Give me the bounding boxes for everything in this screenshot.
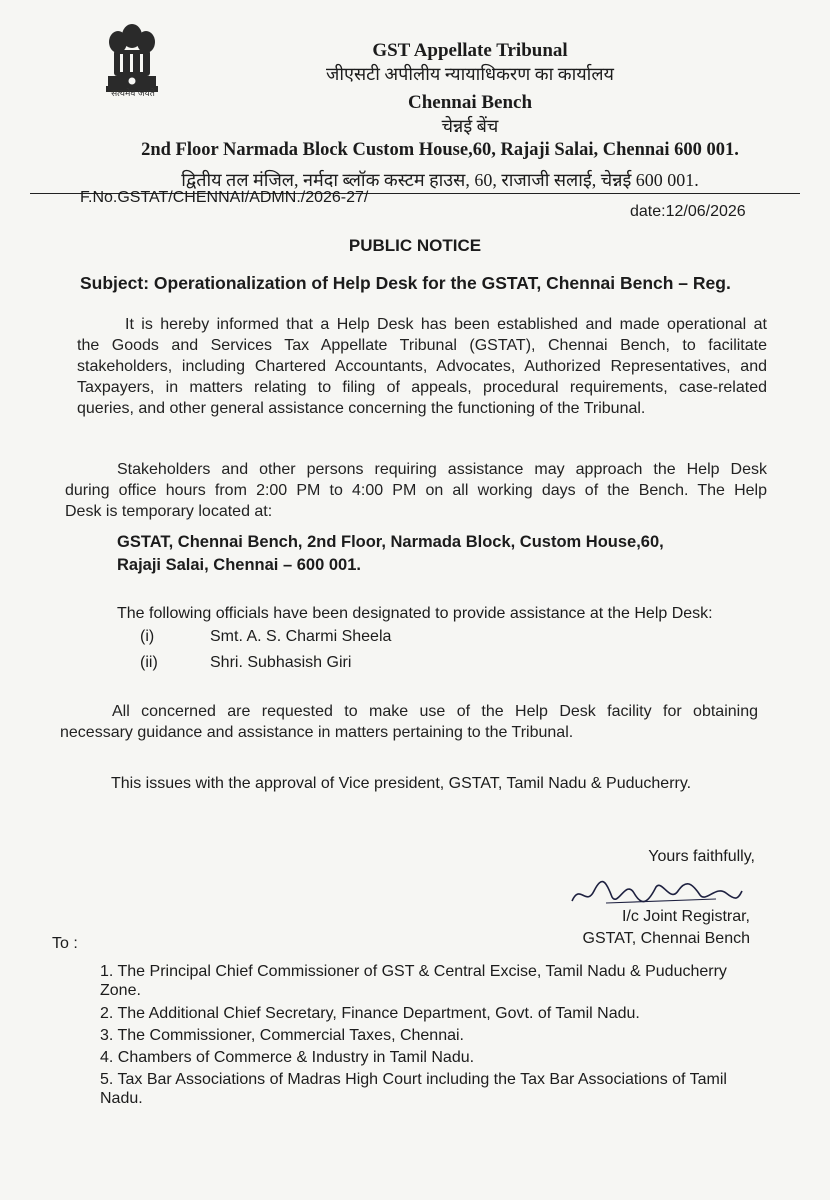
signatory-designation: I/c Joint Registrar,: [621, 908, 750, 925]
paragraph-line: during office hours from 2:00 PM to 4:00 PM on all working days of the Bench. The Help: [65, 482, 767, 499]
paragraph-2: [65, 459, 767, 522]
paragraph-line: Desk is temporary located at:: [65, 503, 273, 520]
paragraph-1: [77, 314, 767, 419]
bench-name-en: Chennai Bench: [407, 92, 533, 113]
approval-line: This issues with the approval of Vice president, GSTAT, Tamil Nadu & Puducherry.: [111, 775, 692, 792]
notice-subject: Subject: Operationalization of Help Desk for the GSTAT, Chennai Bench – Reg.: [80, 273, 731, 293]
official-name: Shri. Subhasish Giri: [210, 654, 352, 671]
office-name-en: GST Appellate Tribunal: [372, 40, 568, 61]
official-number: (i): [140, 628, 155, 645]
notice-title: PUBLIC NOTICE: [348, 236, 482, 255]
officials-intro: The following officials have been designated to provide assistance at the Help Desk:: [117, 605, 713, 622]
paragraph-line: All concerned are requested to make use of the Help Desk facility for obtaining: [112, 703, 758, 720]
address-hi: द्वितीय तल मंजिल, नर्मदा ब्लॉक कस्टम हाउस, 60, राजाजी सलाई, चेन्नई 600 001.: [181, 170, 699, 190]
file-number: F.No.GSTAT/CHENNAI/ADMN./2026-27/: [80, 189, 369, 206]
closing: Yours faithfully,: [648, 848, 755, 865]
bench-name-hi: चेन्नई बेंच: [441, 116, 499, 136]
national-emblem-icon: [100, 16, 164, 116]
paragraph-3: [60, 701, 758, 743]
recipient-item: 3. The Commissioner, Commercial Taxes, Chennai.: [100, 1027, 464, 1044]
recipient-item: 1. The Principal Chief Commissioner of GST & Central Excise, Tamil Nadu & Puducherry Zone.: [100, 963, 727, 999]
location-line: Rajaji Salai, Chennai – 600 001.: [117, 556, 361, 574]
paragraph-line: It is hereby informed that a Help Desk has been established and made operational at: [125, 316, 767, 333]
paragraph-line: necessary guidance and assistance in matters pertaining to the Tribunal.: [60, 724, 574, 741]
recipient-item: 4. Chambers of Commerce & Industry in Tamil Nadu.: [100, 1049, 475, 1066]
emblem-motto: सत्यमेव जयते: [111, 88, 155, 98]
address-en: 2nd Floor Narmada Block Custom House,60, Rajaji Salai, Chennai 600 001.: [141, 140, 739, 160]
paragraph-line: stakeholders, including Chartered Accountants, Advocates, Authorized Representatives, and: [77, 358, 767, 375]
paragraph-line: queries, and other general assistance concerning the functioning of the Tribunal.: [77, 400, 646, 417]
paragraph-line: the Goods and Services Tax Appellate Tribunal (GSTAT), Chennai Bench, to facilitate: [77, 337, 767, 354]
paragraph-line: Stakeholders and other persons requiring assistance may approach the Help Desk: [117, 461, 767, 478]
notice-date: date:12/06/2026: [630, 203, 746, 220]
paragraph-line: Taxpayers, in matters relating to filing of appeals, procedural requirements, case-related: [77, 379, 767, 396]
signatory-office: GSTAT, Chennai Bench: [582, 930, 750, 947]
recipient-item: 2. The Additional Chief Secretary, Finance Department, Govt. of Tamil Nadu.: [100, 1005, 640, 1022]
official-number: (ii): [140, 654, 158, 671]
location-line: GSTAT, Chennai Bench, 2nd Floor, Narmada Block, Custom House,60,: [117, 533, 664, 551]
official-name: Smt. A. S. Charmi Sheela: [210, 628, 392, 645]
handwritten-signature: [566, 873, 746, 913]
to-label: To :: [52, 935, 78, 952]
help-desk-location: [117, 531, 664, 577]
recipient-item: 5. Tax Bar Associations of Madras High Court including the Tax Bar Associations of Tamil Nadu.: [100, 1071, 727, 1107]
office-name-hi: जीएसटी अपीलीय न्यायाधिकरण का कार्यालय: [326, 64, 614, 84]
